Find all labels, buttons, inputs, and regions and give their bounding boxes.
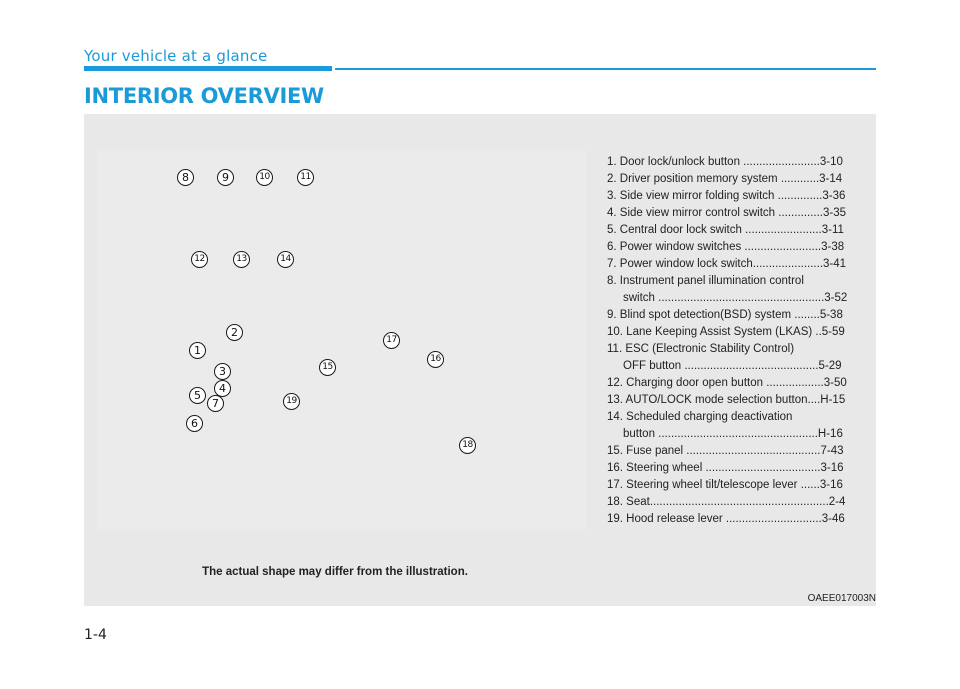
- list-item: 11. ESC (Electronic Stability Control) OFF button ..........................................5-29: [607, 343, 842, 372]
- callout-16: 16: [427, 351, 444, 368]
- callout-5: 5: [189, 387, 206, 404]
- list-item: 4. Side view mirror control switch ..............3-35: [607, 207, 847, 219]
- callout-2: 2: [226, 324, 243, 341]
- list-item: 18. Seat........................................................2-4: [607, 496, 846, 508]
- list-item: 5. Central door lock switch ........................3-11: [607, 224, 844, 236]
- component-list: [607, 154, 863, 528]
- callout-10: 10: [256, 169, 273, 186]
- callout-17: 17: [383, 332, 400, 349]
- callout-15: 15: [319, 359, 336, 376]
- callout-14: 14: [277, 251, 294, 268]
- callout-6: 6: [186, 415, 203, 432]
- list-item: 19. Hood release lever ..............................3-46: [607, 513, 845, 525]
- callout-18: 18: [459, 437, 476, 454]
- list-item: 7. Power window lock switch......................3-41: [607, 258, 847, 270]
- header-rule: [335, 68, 876, 70]
- list-item: 6. Power window switches ........................3-38: [607, 241, 845, 253]
- section-header: Your vehicle at a glance: [84, 47, 268, 65]
- page-title: INTERIOR OVERVIEW: [84, 84, 324, 108]
- callout-12: 12: [191, 251, 208, 268]
- image-code: OAEE017003N: [807, 593, 876, 604]
- list-item: 2. Driver position memory system ............3-14: [607, 173, 843, 185]
- callout-11: 11: [297, 169, 314, 186]
- list-item: 12. Charging door open button ..................3-50: [607, 377, 847, 389]
- callout-4: 4: [214, 380, 231, 397]
- callout-3: 3: [214, 363, 231, 380]
- illustration-caption: The actual shape may differ from the illustration.: [202, 566, 468, 578]
- list-item: 1. Door lock/unlock button ........................3-10: [607, 156, 843, 168]
- list-item: 10. Lane Keeping Assist System (LKAS) ..5-59: [607, 326, 845, 338]
- list-item: 3. Side view mirror folding switch ..............3-36: [607, 190, 846, 202]
- page-number: 1-4: [84, 627, 107, 643]
- list-item: 17. Steering wheel tilt/telescope lever ......3-16: [607, 479, 843, 491]
- list-item: 13. AUTO/LOCK mode selection button....H-15: [607, 394, 846, 406]
- callout-1: 1: [189, 342, 206, 359]
- interior-illustration: [97, 151, 587, 529]
- list-item: 9. Blind spot detection(BSD) system ........5-38: [607, 309, 843, 321]
- list-item: 8. Instrument panel illumination control switch ....................................................3-52: [607, 275, 848, 304]
- list-item: 15. Fuse panel ..........................................7-43: [607, 445, 844, 457]
- list-item: 16. Steering wheel ....................................3-16: [607, 462, 844, 474]
- callout-7: 7: [207, 395, 224, 412]
- header-accent-bar: [84, 66, 332, 71]
- list-item: 14. Scheduled charging deactivation button ..................................................H-16: [607, 411, 843, 440]
- callout-19: 19: [283, 393, 300, 410]
- callout-13: 13: [233, 251, 250, 268]
- callout-9: 9: [217, 169, 234, 186]
- callout-8: 8: [177, 169, 194, 186]
